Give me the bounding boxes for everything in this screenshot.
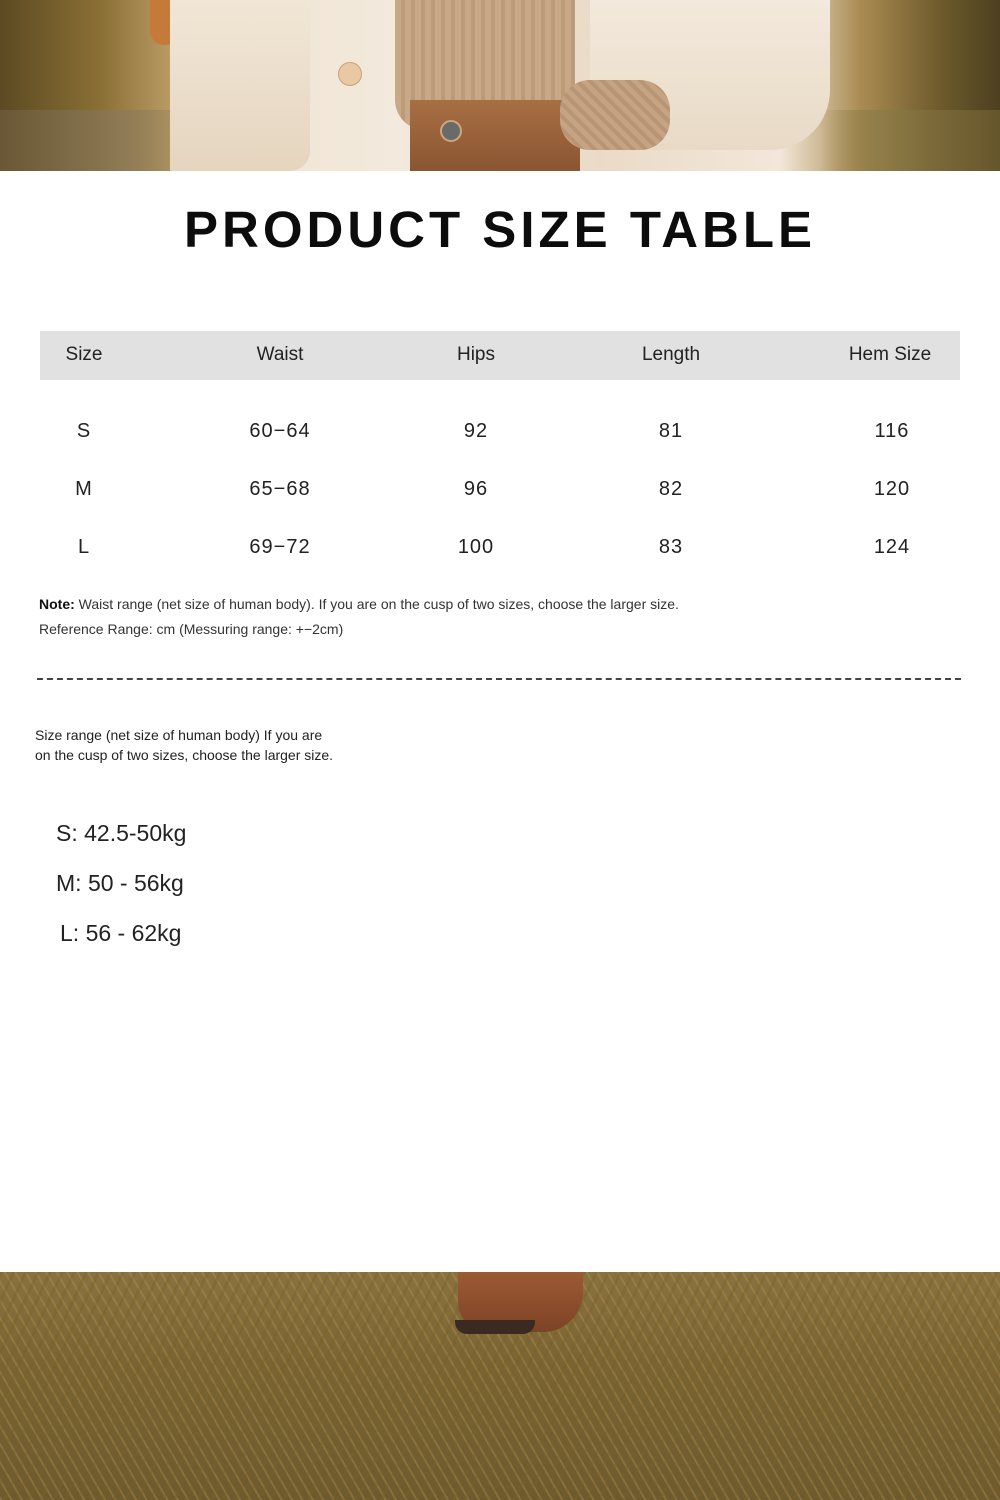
weight-l: L: 56 - 62kg [60,920,182,946]
table-row [40,412,960,452]
row-hem-size: 116 [874,420,910,442]
row-waist: 65−68 [249,478,311,500]
row-waist: 69−72 [249,536,311,558]
header-waist: Waist [256,344,304,365]
weight-s: S: 42.5-50kg [56,820,187,846]
row-length: 82 [658,478,684,500]
sweater-cuff [560,80,670,150]
note-line [39,596,679,612]
row-waist: 60−64 [249,420,311,442]
size-range-note [35,725,395,765]
row-hem-size: 124 [873,536,911,558]
page-title: PRODUCT SIZE TABLE [183,201,817,258]
row-size: L [77,536,91,558]
weight-m: M: 50 - 56kg [56,870,184,896]
coat-button [338,62,362,86]
coat-left-panel [170,0,310,171]
note-text: Waist range (net size of human body). If you are on the cusp of two sizes, choose the larger size. [74,596,679,612]
row-length: 81 [658,420,684,442]
header-length: Length [641,344,701,365]
row-size: M [75,478,93,500]
table-row [40,528,960,568]
row-hips: 96 [463,478,489,500]
header-hips: Hips [456,344,495,365]
row-hips: 92 [463,420,489,442]
row-hips: 100 [457,536,495,558]
size-range-line: Size range (net size of human body) If you are [35,727,323,743]
dashed-divider [37,678,961,680]
table-row [40,470,960,510]
bottom-product-photo [0,1272,1000,1500]
boot-sole [455,1320,535,1334]
row-length: 83 [658,536,684,558]
skirt-button [440,120,462,142]
header-size: Size [65,344,103,365]
row-size: S [76,420,92,442]
size-range-line: on the cusp of two sizes, choose the larger size. [35,747,334,763]
note-label: Note: [39,596,75,612]
reference-range: Reference Range: cm (Messuring range: +−2cm) [39,621,344,637]
size-table-header [40,331,960,380]
top-product-photo [0,0,1000,171]
row-hem-size: 120 [873,478,911,500]
suede-skirt [410,100,580,171]
header-hem-size: Hem Size [848,344,932,365]
